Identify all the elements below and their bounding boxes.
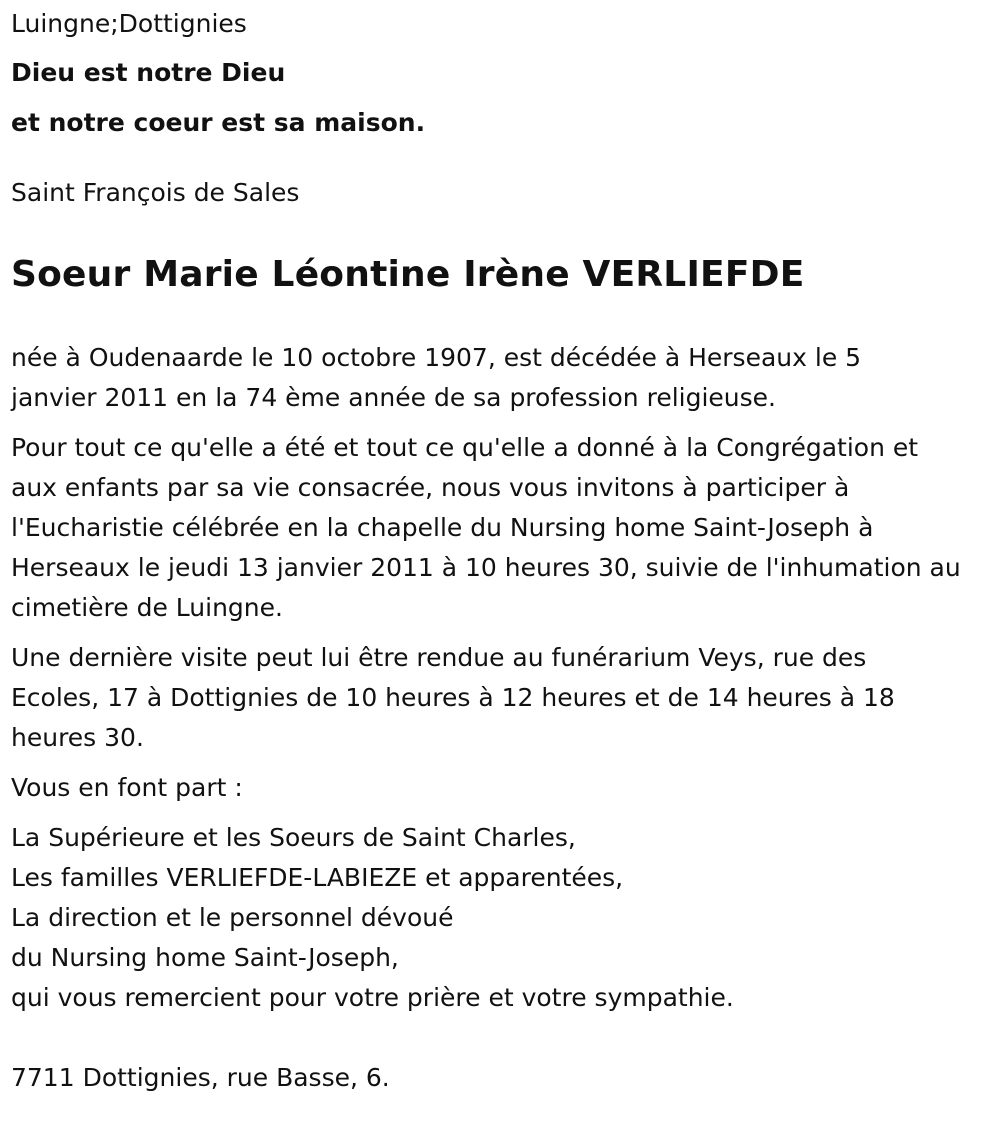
announcement-text: Vous en font part : xyxy=(11,773,243,802)
signer-line: du Nursing home Saint-Joseph, xyxy=(11,943,399,972)
announcement-paragraph xyxy=(11,768,990,808)
quote-line-2: et notre coeur est sa maison. xyxy=(11,108,426,137)
paragraph-line: Herseaux le jeudi 13 janvier 2011 à 10 heures 30, suivie de l'inhumation au xyxy=(11,553,961,582)
deceased-name: Soeur Marie Léontine Irène VERLIEFDE xyxy=(11,254,805,295)
visit-paragraph xyxy=(11,638,990,758)
signer-line: qui vous remercient pour votre prière et votre sympathie. xyxy=(11,983,734,1012)
paragraph-line: l'Eucharistie célébrée en la chapelle du Nursing home Saint-Joseph à xyxy=(11,513,874,542)
paragraph-line: Ecoles, 17 à Dottignies de 10 heures à 12 heures et de 14 heures à 18 xyxy=(11,683,895,712)
paragraph-line: née à Oudenaarde le 10 octobre 1907, est décédée à Herseaux le 5 xyxy=(11,343,862,372)
paragraph-line: janvier 2011 en la 74 ème année de sa profession religieuse. xyxy=(11,383,776,412)
paragraph-line: Une dernière visite peut lui être rendue au funérarium Veys, rue des xyxy=(11,643,867,672)
birth-death-paragraph xyxy=(11,338,990,418)
signers-list xyxy=(11,818,990,1018)
paragraph-line: heures 30. xyxy=(11,723,144,752)
location-header: Luingne;Dottignies xyxy=(11,9,247,38)
signer-line: La direction et le personnel dévoué xyxy=(11,903,454,932)
quote-line-1: Dieu est notre Dieu xyxy=(11,58,286,87)
ceremony-paragraph xyxy=(11,428,990,628)
signer-line: Les familles VERLIEFDE-LABIEZE et apparentées, xyxy=(11,863,624,892)
paragraph-line: aux enfants par sa vie consacrée, nous vous invitons à participer à xyxy=(11,473,850,502)
family-address: 7711 Dottignies, rue Basse, 6. xyxy=(11,1063,390,1092)
quote-attribution: Saint François de Sales xyxy=(11,178,300,207)
paragraph-line: cimetière de Luingne. xyxy=(11,593,283,622)
signer-line: La Supérieure et les Soeurs de Saint Charles, xyxy=(11,823,576,852)
paragraph-line: Pour tout ce qu'elle a été et tout ce qu'elle a donné à la Congrégation et xyxy=(11,433,919,462)
